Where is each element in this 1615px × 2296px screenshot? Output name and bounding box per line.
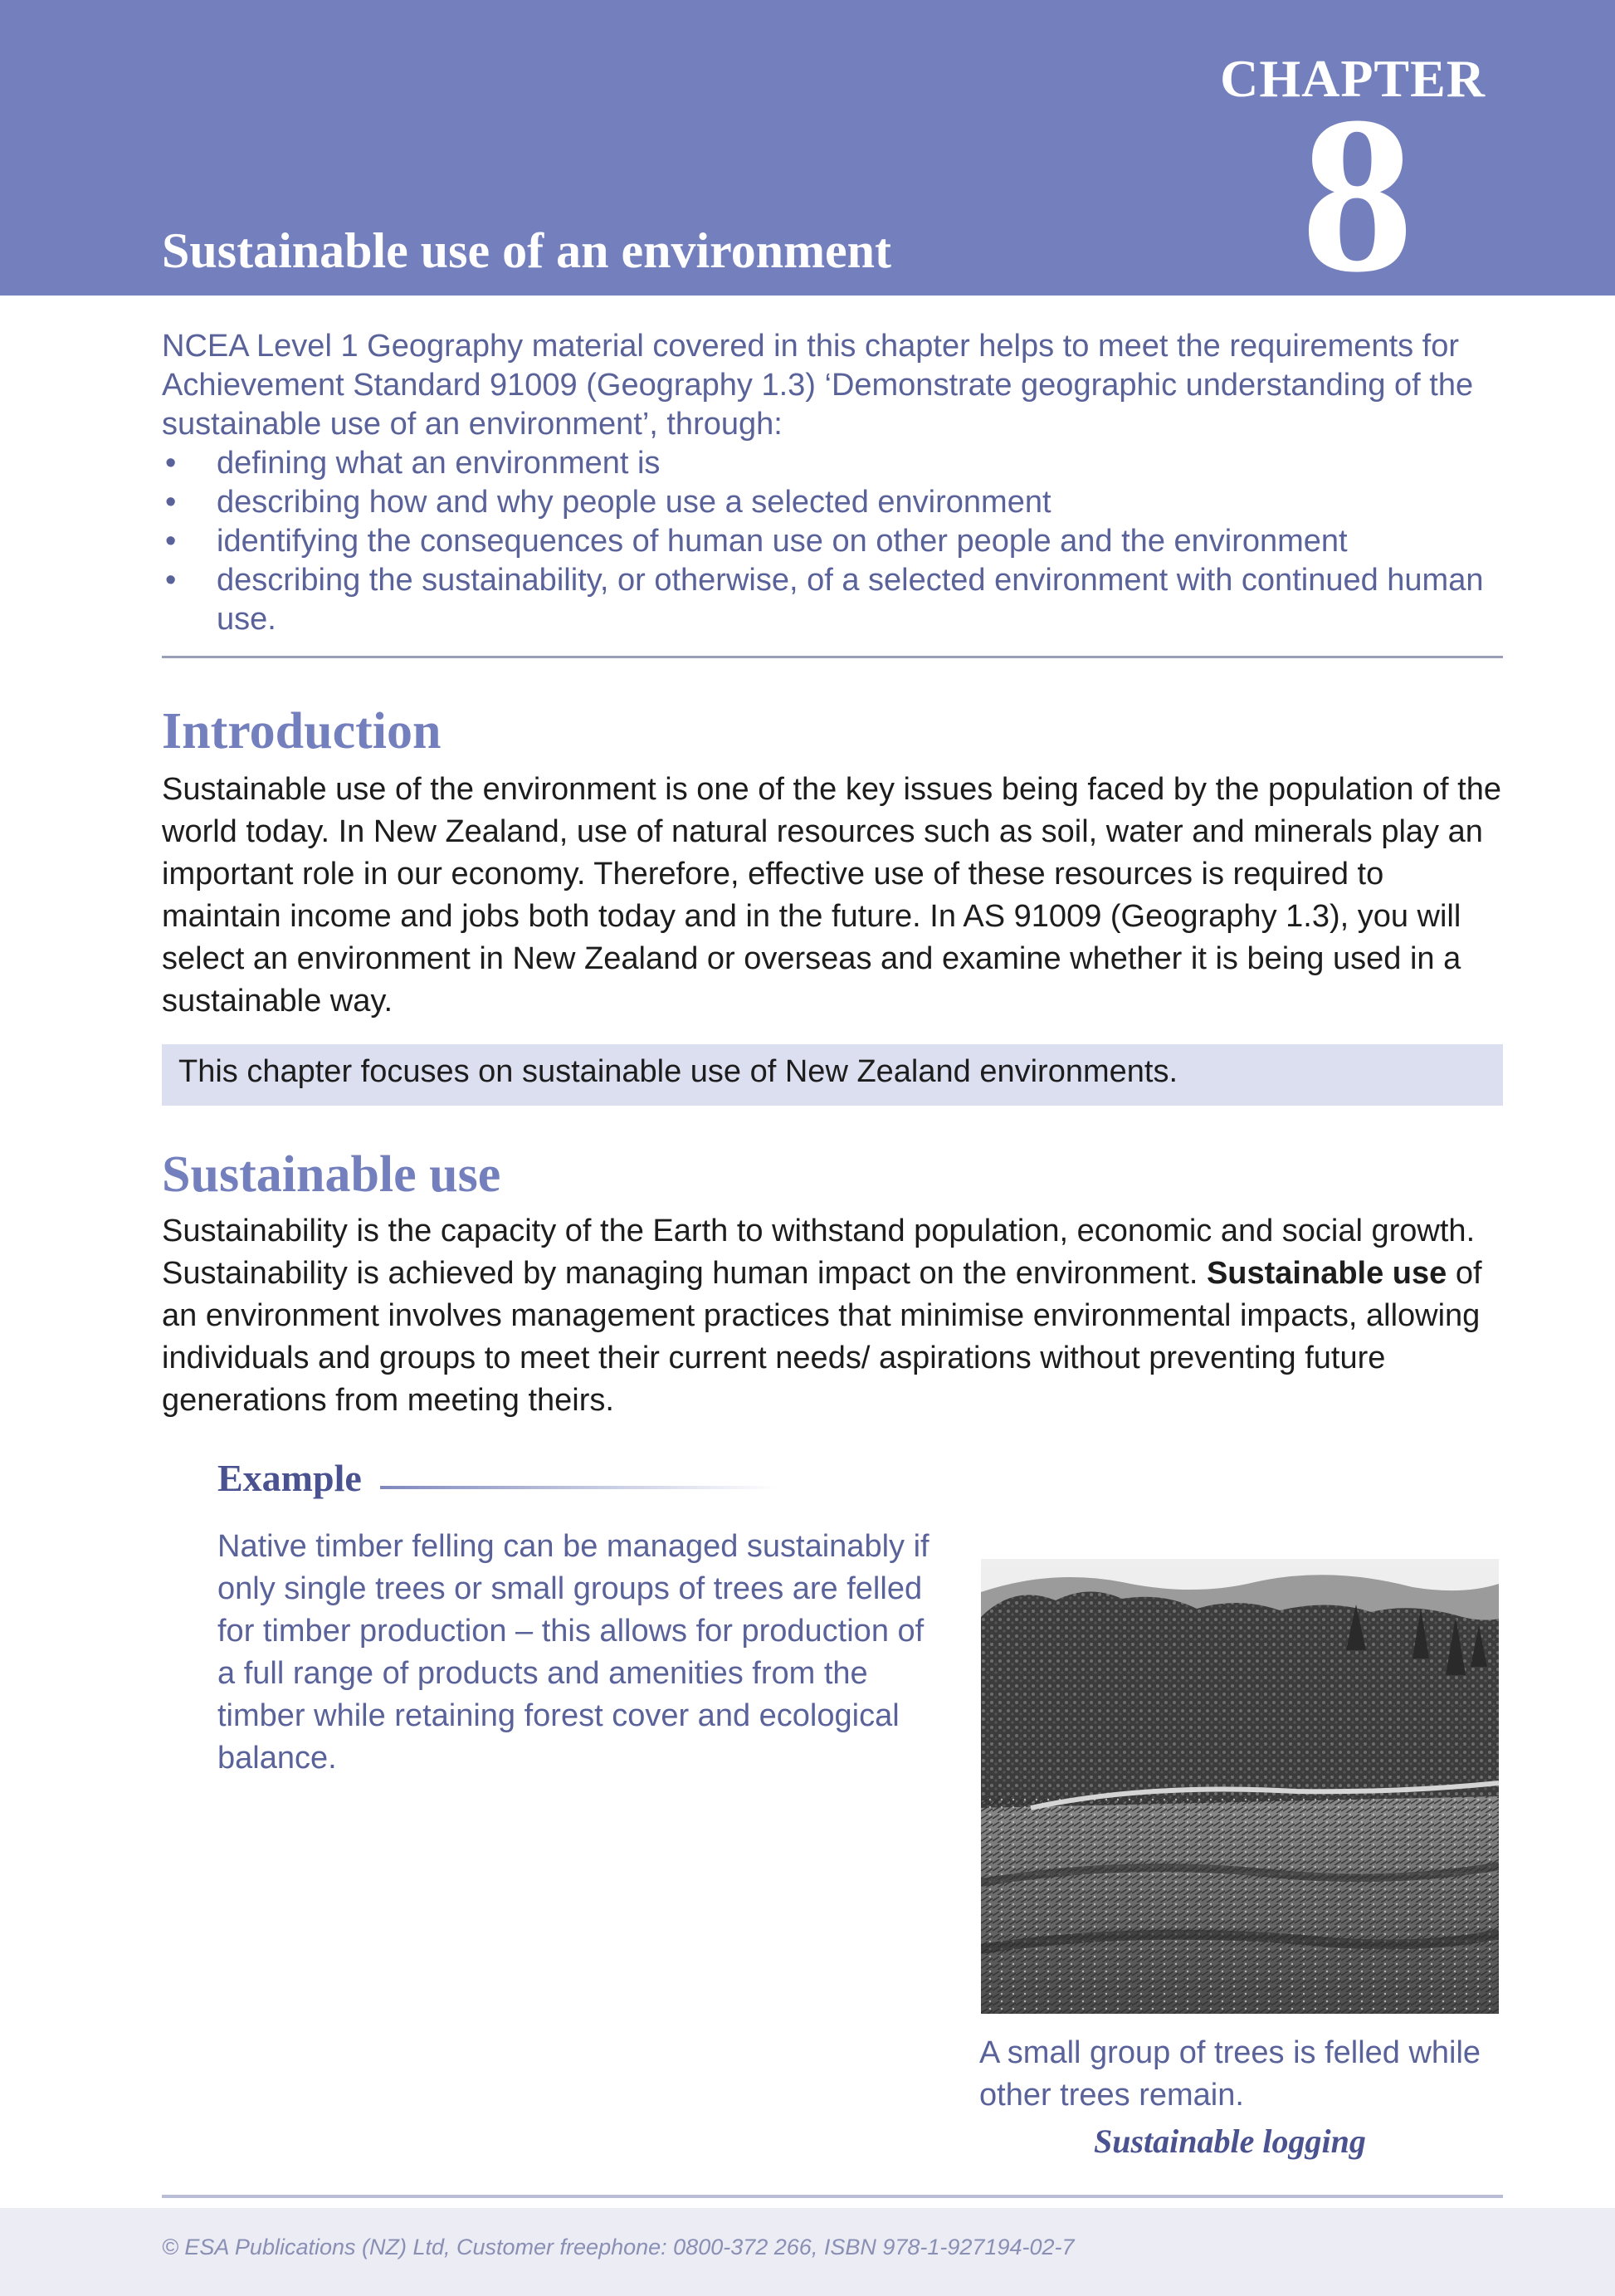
sustainability-definition: Sustainability is the capacity of the Earth to withstand population, economic and social growth. Sustainability is achieved by managing human impact on the environment. (162, 1214, 1476, 1291)
outcomes-list (162, 444, 1506, 639)
section-divider (162, 656, 1503, 658)
logging-photo (981, 1559, 1499, 2014)
chapter-label: CHAPTER (1220, 49, 1486, 108)
bullet-icon: • (165, 446, 177, 481)
photo-credit: Sustainable logging (1094, 2123, 1366, 2160)
chapter-header (0, 0, 1615, 319)
outcome-item (162, 561, 1506, 639)
outcomes-intro: NCEA Level 1 Geography material covered in this chapter helps to meet the requirements for Achievement Standard 91009 (Geography 1.3) ‘Demonstrate geographic understanding of the sustainable use of an environment’, through: (162, 329, 1474, 442)
copyright-text: © ESA Publications (NZ) Ltd, Customer freephone: 0800-372 266, ISBN 978-1-927194-02-7 (162, 2235, 1075, 2259)
introduction-paragraph: Sustainable use of the environment is one of the key issues being faced by the population of the world today. In New Zealand, use of natural resources such as soil, water and minerals play an important role in our economy. Therefore, effective use of these resources is required to maintain income and jobs both today and in the future. In AS 91009 (Geography 1.3), you will select an environment in New Zealand or overseas and examine whether it is being used in a sustainable way. (162, 772, 1501, 1019)
sustainable-use-paragraph (162, 1210, 1506, 1422)
outcome-text: describing the sustainability, or otherwise, of a selected environment with continued human use. (217, 563, 1484, 637)
footer-rule (162, 2195, 1503, 2198)
bullet-icon: • (165, 563, 177, 598)
learning-outcomes (162, 327, 1506, 639)
introduction-body (162, 769, 1506, 1023)
bullet-icon: • (165, 485, 177, 520)
sustainable-use-body (162, 1210, 1506, 1422)
outcome-item (162, 522, 1506, 561)
outcome-item (162, 483, 1506, 522)
sustainable-use-definition: of an environment involves management practices that minimise environmental impacts, allowing individuals and groups to meet their current needs/ aspirations without preventing future generations from meeting theirs. (162, 1256, 1482, 1418)
introduction-heading: Introduction (162, 703, 442, 760)
example-text: Native timber felling can be managed sustainably if only single trees or small groups of trees are felled for timber production – this allows for production of a full range of products and amenities from the timber while retaining forest cover and ecological balance. (217, 1529, 929, 1776)
outcome-item (162, 444, 1506, 483)
focus-callout-text: This chapter focuses on sustainable use of New Zealand environments. (178, 1054, 1178, 1089)
chapter-number: 8 (1301, 71, 1413, 319)
focus-callout (162, 1044, 1503, 1106)
outcome-text: identifying the consequences of human use on other people and the environment (217, 524, 1348, 559)
sustainable-use-heading: Sustainable use (162, 1146, 501, 1203)
example-heading-line (380, 1486, 778, 1489)
outcome-text: defining what an environment is (217, 446, 661, 481)
key-term: Sustainable use (1206, 1256, 1447, 1291)
bullet-icon: • (165, 524, 177, 559)
outcome-text: describing how and why people use a selected environment (217, 485, 1051, 520)
example-heading: Example (217, 1457, 362, 1499)
photo-caption: A small group of trees is felled while other trees remain. (979, 2035, 1481, 2113)
chapter-title: Sustainable use of an environment (162, 223, 892, 278)
